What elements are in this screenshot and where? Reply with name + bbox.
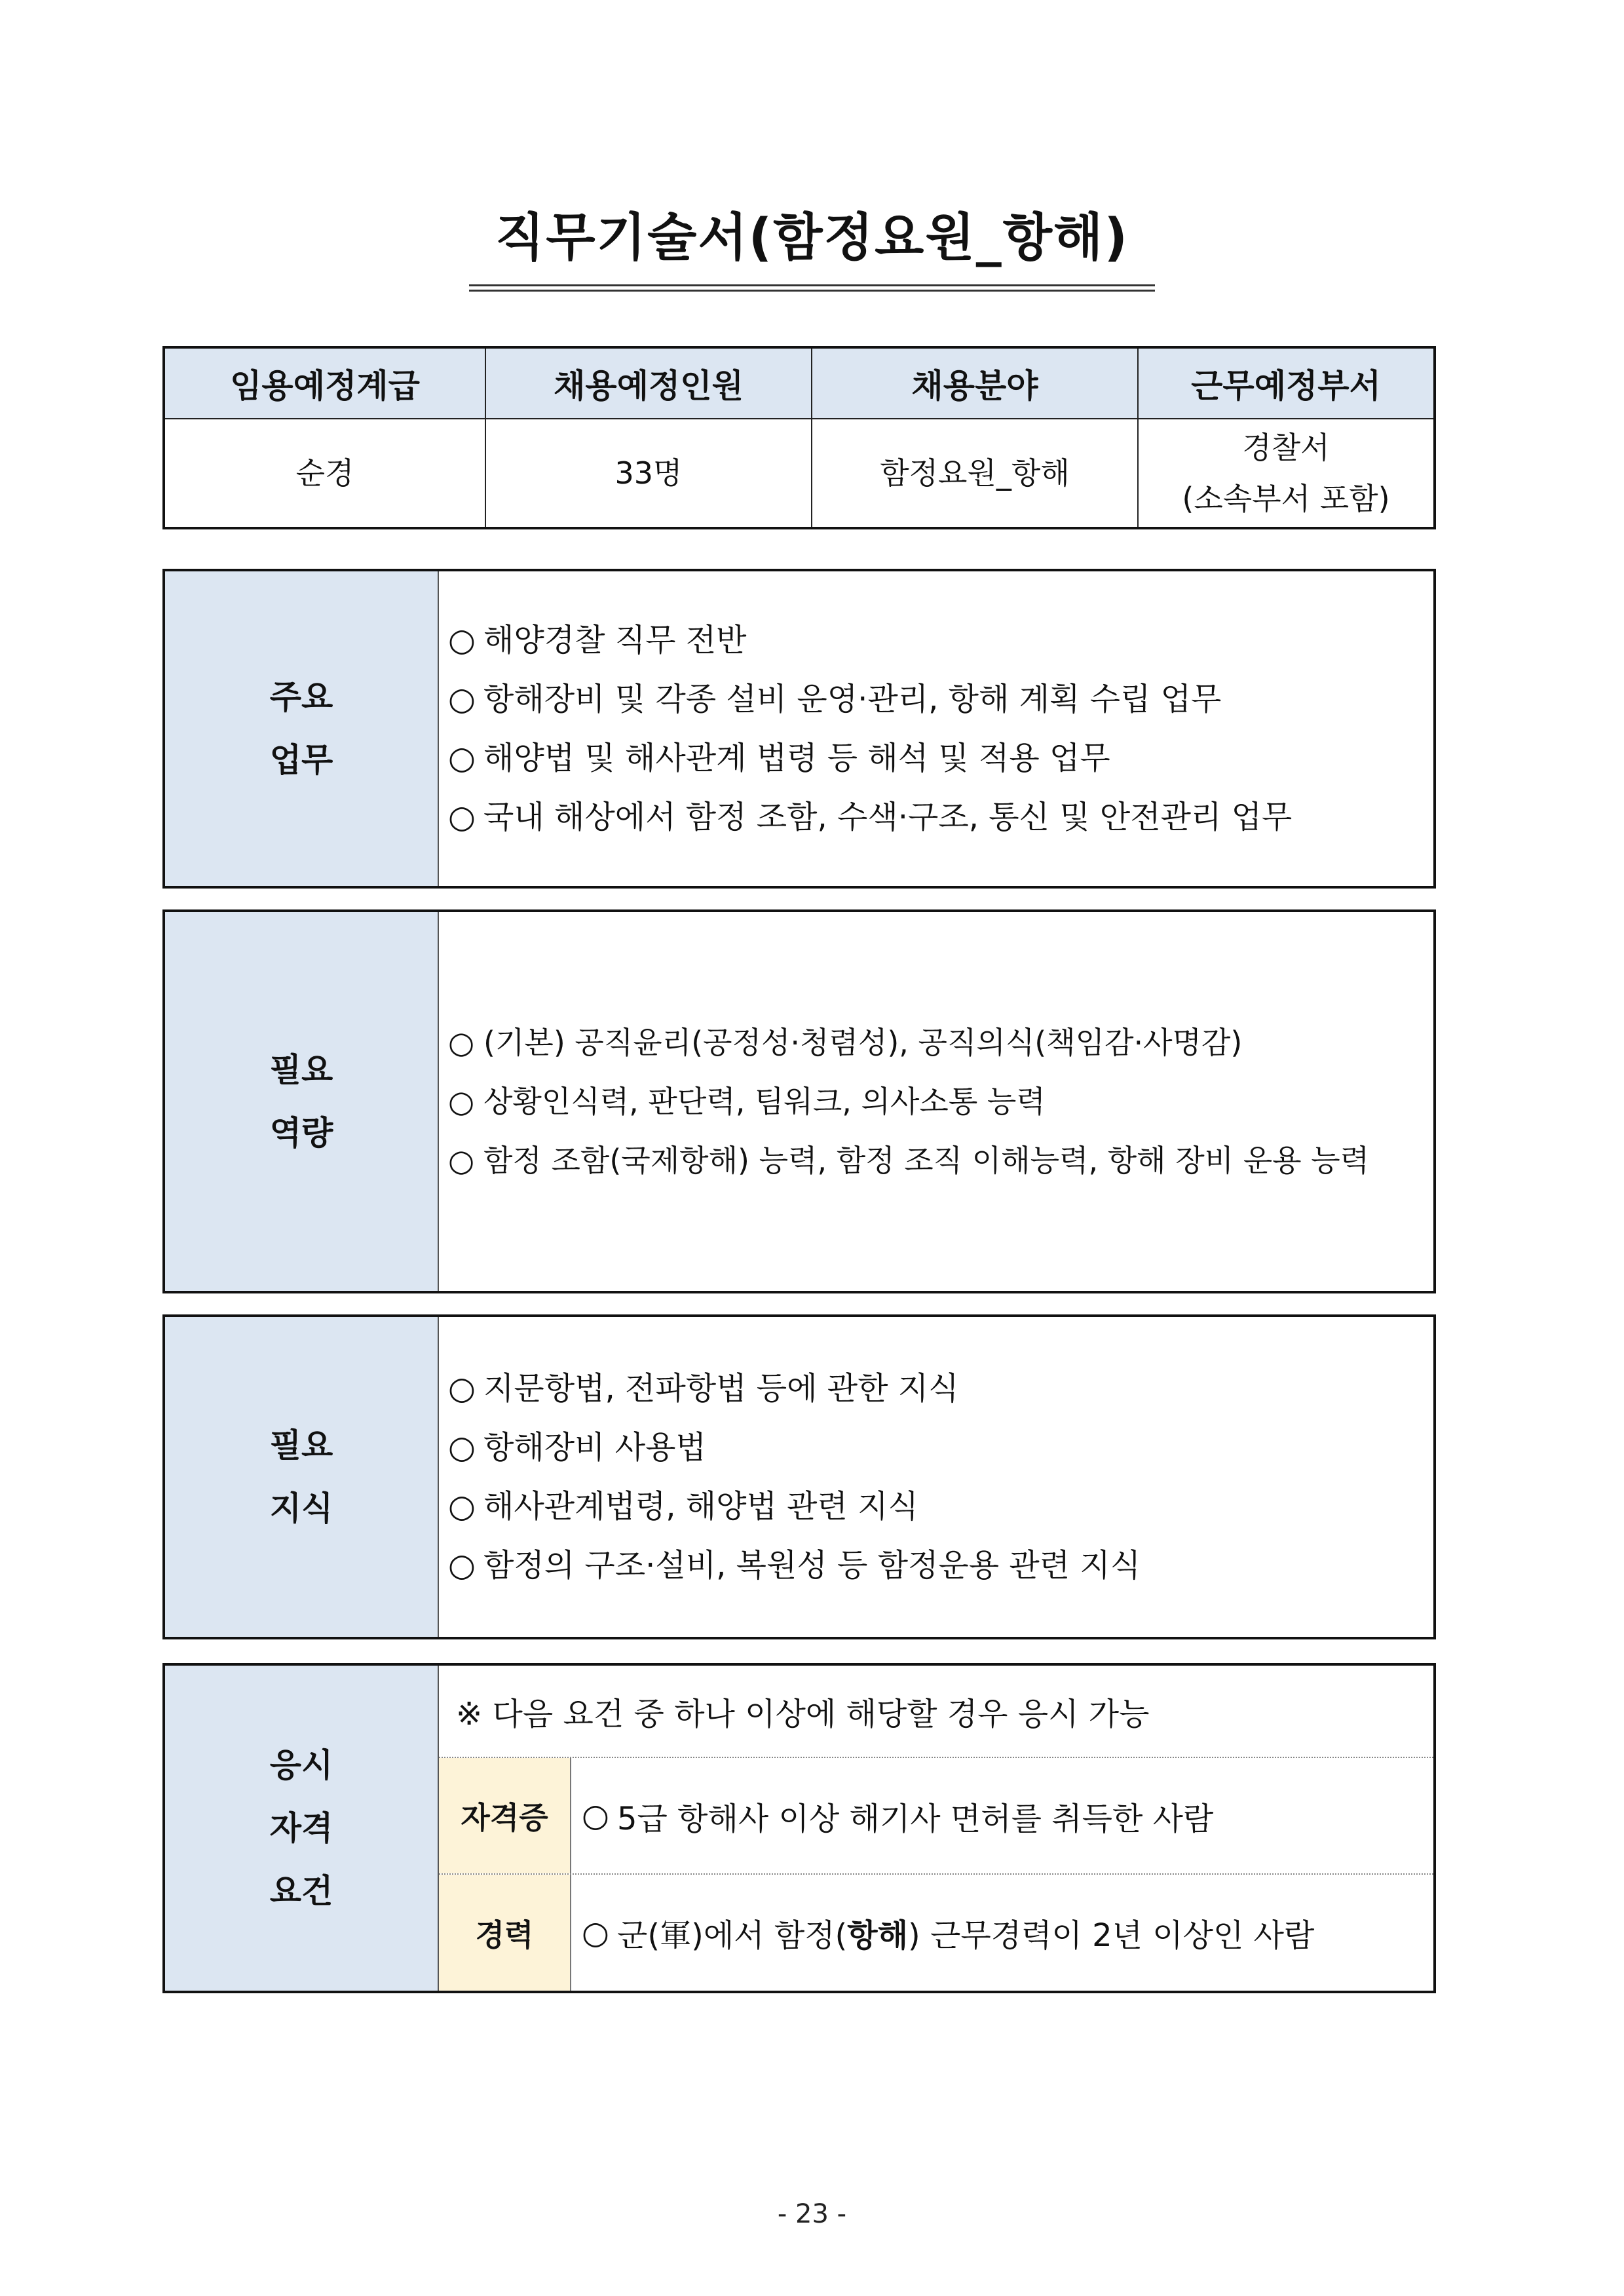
bullet-icon: ○ bbox=[448, 1488, 476, 1525]
qualification-box bbox=[162, 1663, 1436, 1993]
competency-label-line-1: 필요 bbox=[269, 1051, 333, 1089]
knowledge-item bbox=[448, 1418, 1433, 1477]
duties-item-text: 해양경찰 직무 전반 bbox=[483, 622, 747, 659]
qualification-label-line-2: 자격 bbox=[269, 1809, 333, 1847]
competency-label-line-2: 역량 bbox=[269, 1114, 333, 1152]
competency-item bbox=[448, 1072, 1433, 1131]
duties-box bbox=[162, 569, 1436, 889]
bullet-icon: ○ bbox=[448, 1025, 475, 1060]
title-wrap bbox=[0, 197, 1624, 286]
duties-list bbox=[439, 571, 1433, 886]
header-department: 근무예정부서 bbox=[1138, 347, 1435, 419]
knowledge-item bbox=[448, 1536, 1433, 1595]
qualification-content bbox=[439, 1666, 1433, 1991]
knowledge-item-text: 해사관계법령, 해양법 관련 지식 bbox=[483, 1488, 918, 1525]
license-label: 자격증 bbox=[439, 1758, 571, 1874]
duties-label-line-1: 주요 bbox=[269, 678, 333, 716]
duties-item bbox=[448, 611, 1433, 670]
bullet-icon: ○ bbox=[448, 799, 476, 835]
bullet-icon: ○ bbox=[448, 1084, 475, 1119]
qualification-note: ※ 다음 요건 중 하나 이상에 해당할 경우 응시 가능 bbox=[439, 1666, 1433, 1758]
bullet-icon: ○ bbox=[448, 681, 476, 718]
competency-item bbox=[448, 1013, 1433, 1072]
value-department-line-1: 경찰서 bbox=[1242, 430, 1330, 465]
duties-item bbox=[448, 670, 1433, 729]
duties-item bbox=[448, 788, 1433, 847]
duties-item bbox=[448, 729, 1433, 788]
knowledge-item-text: 함정의 구조·설비, 복원성 등 함정운용 관련 지식 bbox=[483, 1547, 1141, 1584]
duties-item-text: 항해장비 및 각종 설비 운영·관리, 항해 계획 수립 업무 bbox=[483, 681, 1222, 718]
competency-list bbox=[439, 912, 1433, 1291]
bullet-icon: ○ bbox=[448, 622, 476, 659]
knowledge-item bbox=[448, 1359, 1433, 1418]
career-text-bold: 항해 bbox=[847, 1917, 909, 1955]
career-text-1: 군(軍)에서 함정( bbox=[617, 1917, 848, 1955]
competency-item-text: (기본) 공직윤리(공정성·청렴성), 공직의식(책임감·사명감) bbox=[483, 1025, 1243, 1060]
knowledge-item-text: 항해장비 사용법 bbox=[483, 1429, 706, 1466]
career-label: 경력 bbox=[439, 1875, 571, 1991]
competency-item bbox=[448, 1131, 1433, 1190]
knowledge-item bbox=[448, 1477, 1433, 1536]
value-field: 함정요원_항해 bbox=[812, 419, 1138, 528]
header-headcount: 채용예정인원 bbox=[485, 347, 812, 419]
duties-item-text: 국내 해상에서 함정 조함, 수색·구조, 통신 및 안전관리 업무 bbox=[483, 799, 1293, 835]
page-title: 직무기술서(함정요원_항해) bbox=[469, 197, 1155, 286]
qualification-label-line-1: 응시 bbox=[269, 1746, 333, 1784]
info-header-row bbox=[164, 347, 1435, 419]
competency-box bbox=[162, 909, 1436, 1293]
knowledge-list bbox=[439, 1317, 1433, 1637]
value-rank: 순경 bbox=[164, 419, 485, 528]
career-row bbox=[439, 1873, 1433, 1991]
bullet-icon: ○ bbox=[582, 1914, 609, 1951]
knowledge-label bbox=[165, 1317, 439, 1637]
duties-label-line-2: 업무 bbox=[269, 741, 333, 779]
duties-label bbox=[165, 571, 439, 886]
career-value bbox=[571, 1875, 1314, 1991]
knowledge-label-line-1: 필요 bbox=[269, 1426, 333, 1464]
info-value-row bbox=[164, 419, 1435, 528]
value-department bbox=[1138, 419, 1435, 528]
license-row bbox=[439, 1758, 1433, 1874]
competency-item-text: 함정 조함(국제항해) 능력, 함정 조직 이해능력, 항해 장비 운용 능력 bbox=[483, 1143, 1370, 1178]
bullet-icon: ○ bbox=[448, 1547, 476, 1584]
bullet-icon: ○ bbox=[448, 1429, 476, 1466]
bullet-icon: ○ bbox=[448, 740, 476, 776]
bullet-icon: ○ bbox=[582, 1797, 609, 1835]
competency-item-text: 상황인식력, 판단력, 팀워크, 의사소통 능력 bbox=[483, 1084, 1046, 1119]
career-text-2: ) 근무경력이 2년 이상인 사람 bbox=[908, 1917, 1315, 1955]
bullet-icon: ○ bbox=[448, 1370, 476, 1407]
competency-label bbox=[165, 912, 439, 1291]
value-department-line-2: (소속부서 포함) bbox=[1182, 481, 1390, 516]
qualification-label bbox=[165, 1666, 439, 1991]
license-text: 5급 항해사 이상 해기사 면허를 취득한 사람 bbox=[617, 1800, 1214, 1837]
license-value bbox=[571, 1758, 1213, 1874]
bullet-icon: ○ bbox=[448, 1143, 475, 1178]
header-rank: 임용예정계급 bbox=[164, 347, 485, 419]
qualification-label-line-3: 요건 bbox=[269, 1872, 333, 1910]
knowledge-label-line-2: 지식 bbox=[269, 1489, 333, 1527]
knowledge-box bbox=[162, 1314, 1436, 1639]
value-headcount: 33명 bbox=[485, 419, 812, 528]
header-field: 채용분야 bbox=[812, 347, 1138, 419]
page-number: - 23 - bbox=[777, 2199, 847, 2229]
duties-item-text: 해양법 및 해사관계 법령 등 해석 및 적용 업무 bbox=[483, 740, 1110, 776]
info-table bbox=[162, 346, 1436, 529]
knowledge-item-text: 지문항법, 전파항법 등에 관한 지식 bbox=[483, 1370, 959, 1407]
